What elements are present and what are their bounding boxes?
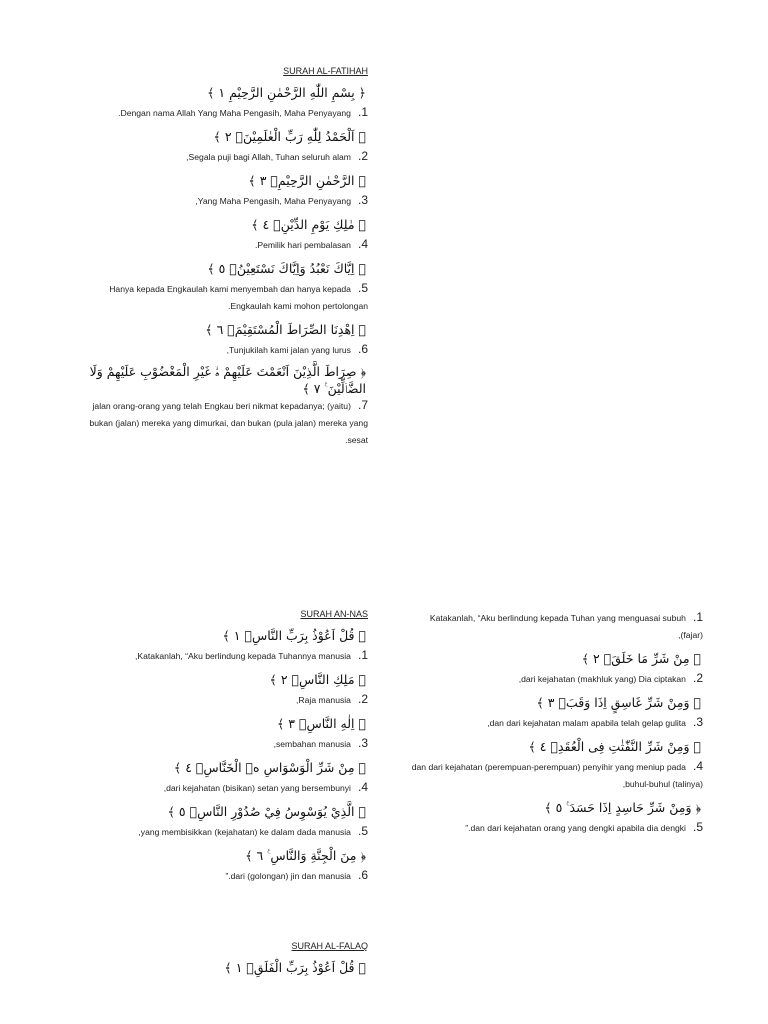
translation-text: yang membisikkan (kejahatan) ke dalam dada manusia, [138, 827, 351, 837]
verse-block [405, 648, 703, 688]
translation [70, 280, 368, 315]
arabic-verse: ﴿ مِنَ الْجِنَّةِ وَالنَّاسِ ࣖ ٦ ﴾ [245, 848, 366, 863]
translation [70, 236, 368, 254]
surah-title: SURAH AL-FALAQ [291, 941, 368, 951]
verse-number: 1. [692, 610, 703, 624]
arabic-verse: ﴿ وَمِنْ شَرِّ النَّفّٰثٰتِ فِى الْعُقَدِۙ ٤ ﴾ [528, 739, 701, 754]
translation-text: Yang Maha Pengasih, Maha Penyayang, [195, 196, 351, 206]
translation [70, 779, 368, 797]
translation-text: Dengan nama Allah Yang Maha Pengasih, Maha Penyayang. [118, 108, 351, 118]
verse-block [70, 757, 368, 797]
translation [405, 758, 703, 793]
surah-al-fatihah-section [70, 66, 368, 453]
verse-block [70, 713, 368, 753]
translation-text: dan dari kejahatan malam apabila telah gelap gulita, [487, 718, 686, 728]
translation [70, 148, 368, 166]
arabic-verse: ﴿ مٰلِكِ يَوْمِ الدِّيْنِۗ ٤ ﴾ [251, 217, 366, 232]
verse-block [70, 214, 368, 254]
translation-text: Pemilik hari pembalasan. [254, 240, 351, 250]
verse-block [70, 126, 368, 166]
verse-number: 4. [357, 237, 368, 251]
verse-block [70, 82, 368, 122]
translation-text: Raja manusia, [296, 695, 351, 705]
translation [405, 819, 703, 837]
translation [405, 609, 703, 644]
verse-number: 2. [692, 671, 703, 685]
verse-number: 4. [357, 780, 368, 794]
verse-number: 1. [357, 648, 368, 662]
verse-block [405, 736, 703, 793]
verse-number: 7. [357, 398, 368, 412]
translation [70, 192, 368, 210]
arabic-verse: ﴿ مِنْ شَرِّ الْوَسْوَاسِ ەۙ الْخَنَّاسِۖ ٤ ﴾ [173, 760, 366, 775]
arabic-verse: ﴿ الَّذِيْ يُوَسْوِسُ فِيْ صُدُوْرِ النَّاسِۙ ٥ ﴾ [167, 804, 366, 819]
translation-text: dari kejahatan (bisikan) setan yang bersembunyi, [163, 783, 351, 793]
translation [70, 735, 368, 753]
verse-number: 5. [357, 824, 368, 838]
translation [405, 714, 703, 732]
arabic-verse: ﴿ اِهْدِنَا الصِّرَاطَ الْمُسْتَقِيْمَۙ ٦ ﴾ [205, 322, 366, 337]
verse-block [70, 669, 368, 709]
verse-block [70, 170, 368, 210]
translation [70, 823, 368, 841]
translation-text: dari kejahatan (makhluk yang) Dia ciptakan, [518, 674, 686, 684]
translation [70, 691, 368, 709]
verse-number: 2. [357, 149, 368, 163]
arabic-verse: ﴿ مَلِكِ النَّاسِۙ ٢ ﴾ [269, 672, 366, 687]
translation-text: Tunjukilah kami jalan yang lurus, [226, 345, 351, 355]
arabic-verse: ﴿ بِسْمِ اللّٰهِ الرَّحْمٰنِ الرَّحِيْمِ ١ ﴾ [207, 85, 366, 100]
verse-number: 4. [692, 759, 703, 773]
translation-text: Katakanlah, “Aku berlindung kepada Tuhannya manusia, [135, 651, 351, 661]
translation-text: dari (golongan) jin dan manusia.” [225, 871, 351, 881]
verse-block [70, 845, 368, 885]
verse-block [70, 363, 368, 449]
translation [405, 670, 703, 688]
translation-text: sembahan manusia, [273, 739, 351, 749]
surah-an-nas-section [70, 609, 368, 889]
surah-al-falaq-section [70, 941, 368, 979]
arabic-verse: ﴿ اَلْحَمْدُ لِلّٰهِ رَبِّ الْعٰلَمِيْنَۙ ٢ ﴾ [213, 129, 366, 144]
arabic-verse: ﴿ قُلْ اَعُوْذُ بِرَبِّ النَّاسِۙ ١ ﴾ [222, 628, 366, 643]
verse-block [70, 258, 368, 315]
translation-text: Segala puji bagi Allah, Tuhan seluruh alam, [186, 152, 351, 162]
arabic-verse: ﴿ وَمِنْ شَرِّ غَاسِقٍ اِذَا وَقَبَۙ ٣ ﴾ [536, 695, 701, 710]
arabic-verse: ﴿ مِنْ شَرِّ مَا خَلَقَۙ ٢ ﴾ [581, 651, 701, 666]
verse-number: 2. [357, 692, 368, 706]
translation [70, 397, 368, 449]
verse-number: 1. [357, 105, 368, 119]
verse-number: 6. [357, 342, 368, 356]
verse-block [70, 625, 368, 665]
translation-text: Hanya kepada Engkaulah kami menyembah dan hanya kepada Engkaulah kami mohon pertolongan. [109, 284, 368, 311]
translation [70, 341, 368, 359]
translation-text: (yaitu) jalan orang-orang yang telah Engkau beri nikmat kepadanya; bukan (jalan) mereka yang dimurkai, dan bukan (pula jalan) mereka yang sesat. [89, 401, 368, 445]
arabic-verse: ﴿ اِلٰهِ النَّاسِۙ ٣ ﴾ [276, 716, 366, 731]
arabic-verse: ﴿ اِيَّاكَ نَعْبُدُ وَاِيَّاكَ نَسْتَعِيْنُۗ ٥ ﴾ [207, 261, 366, 276]
surah-al-falaq-continuation [405, 609, 703, 841]
verse-block [405, 797, 703, 837]
verse-number: 3. [357, 736, 368, 750]
verse-number: 6. [357, 868, 368, 882]
translation-text: dan dari kejahatan (perempuan-perempuan) penyihir yang meniup pada buhul-buhul (talinya), [411, 762, 703, 789]
verse-block [405, 609, 703, 644]
translation [70, 867, 368, 885]
verse-number: 5. [692, 820, 703, 834]
verse-number: 5. [357, 281, 368, 295]
translation [70, 104, 368, 122]
verse-block [70, 319, 368, 359]
verse-block [70, 801, 368, 841]
translation-text: Katakanlah, “Aku berlindung kepada Tuhan yang menguasai subuh (fajar), [429, 613, 703, 640]
arabic-verse: ﴿ صِرَاطَ الَّذِيْنَ اَنْعَمْتَ عَلَيْهِمْ ەۙ غَيْرِ الْمَغْضُوْبِ عَلَيْهِمْ وَلَا الضَّاۤلِّيْنَ ࣖ ٧ ﴾ [89, 364, 366, 396]
arabic-verse: ﴿ الرَّحْمٰنِ الرَّحِيْمِۙ ٣ ﴾ [248, 173, 366, 188]
translation [70, 647, 368, 665]
translation-text: dan dari kejahatan orang yang dengki apabila dia dengki.” [465, 823, 686, 833]
verse-block [405, 692, 703, 732]
surah-title: SURAH AN-NAS [300, 609, 368, 619]
surah-title: SURAH AL-FATIHAH [283, 66, 368, 76]
verse-number: 3. [692, 715, 703, 729]
verse-number: 3. [357, 193, 368, 207]
arabic-verse: ﴿ وَمِنْ شَرِّ حَاسِدٍ اِذَا حَسَدَ ࣖ ٥ ﴾ [544, 800, 701, 815]
arabic-verse: ﴿ قُلْ اَعُوْذُ بِرَبِّ الْفَلَقِۙ ١ ﴾ [224, 960, 366, 975]
